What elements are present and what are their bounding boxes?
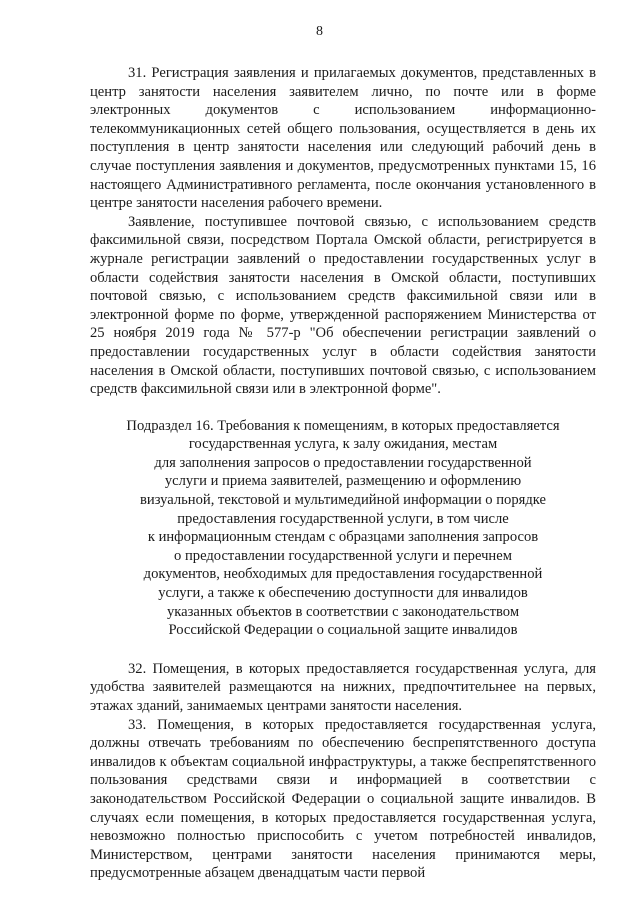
heading-line: о предоставлении государственной услуги и перечнем [174,547,512,564]
heading-line: визуальной, текстовой и мультимедийной информации о порядке [140,492,546,509]
heading-line: услуги и приема заявителей, размещению и оформлению [164,473,522,490]
paragraph-31: 31. Регистрация заявления и прилагаемых документов, представленных в центр занятости населения заявителем лично, по почте или в форме электронных документов с использованием информационно-телекоммуникационных сетей общего пользования, осуществляется в день их поступления в центр занятости населения или следующий рабочий день в случае поступления заявления и документов, предусмотренных пунктами 15, 16 настоящего Административного регламента, после окончания установленного в центре занятости населения рабочего времени. [90,65,596,212]
section-spacer [90,640,596,660]
document-body [90,64,596,883]
subsection-16-heading [90,417,596,640]
heading-line: услуги, а также к обеспечению доступности для инвалидов [158,585,528,602]
page-number: 8 [316,24,323,39]
heading-line: Российской Федерации о социальной защите инвалидов [168,622,518,639]
paragraph-registration-by-mail: Заявление, поступившее почтовой связью, с использованием средств факсимильной связи, посредством Портала Омской области, регистрируется в журнале регистрации заявлений о предоставлении государственных услуг в области содействия занятости населения в Омской области, поступивших почтовой связью, с использованием средств факсимильной связи или в электронной форме по форме, утвержденной распоряжением Министерства от 25 ноября 2019 года № 577-р "Об обеспечении регистрации заявлений о предоставлении государственных услуг в области содействия занятости населения в Омской области, поступивших почтовой связью, с использованием средств факсимильной связи или в электронной форме". [90,213,596,398]
paragraph-32: 32. Помещения, в которых предоставляется государственная услуга, для удобства заявителей размещаются на нижних, предпочтительнее на первых, этажах зданий, занимаемых центрами занятости населения. [90,660,596,714]
heading-line: предоставления государственной услуги, в том числе [177,510,509,527]
paragraph-33: 33. Помещения, в которых предоставляется государственная услуга, должны отвечать требованиям по обеспечению беспрепятственного доступа инвалидов к объектам социальной инфраструктуры, а также беспрепятственного пользования средствами связи и информацией в соответствии с законодательством Российской Федерации о социальной защите инвалидов. В случаях если помещения, в которых предоставляется государственная услуга, невозможно полностью приспособить с учетом потребностей инвалидов, Министерством, центрами занятости населения принимаются меры, предусмотренные абзацем двенадцатым части первой [90,716,596,882]
heading-line: документов, необходимых для предоставления государственной [143,566,543,583]
heading-line: для заполнения запросов о предоставлении государственной [154,454,532,471]
heading-line: к информационным стендам с образцами заполнения запросов [147,529,539,546]
heading-line: указанных объектов в соответствии с законодательством [166,603,520,620]
heading-line: государственная услуга, к залу ожидания, местам [188,436,498,453]
heading-line: Подраздел 16. Требования к помещениям, в которых предоставляется [126,417,560,434]
